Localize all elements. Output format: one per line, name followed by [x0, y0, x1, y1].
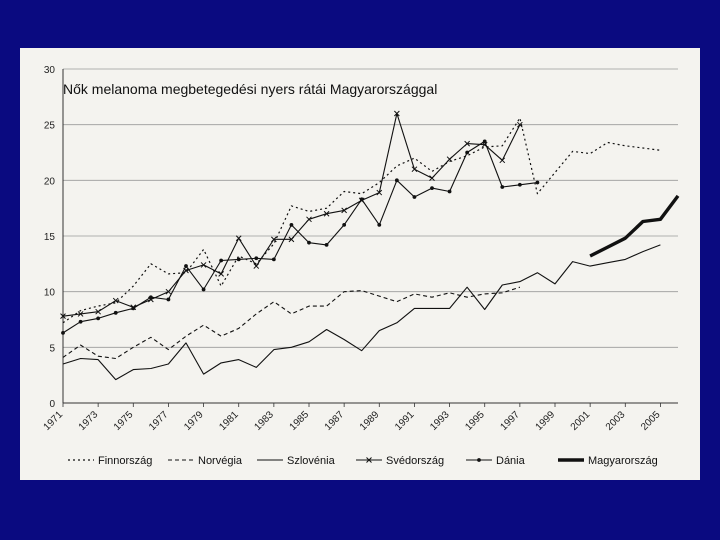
legend-label: Szlovénia — [287, 455, 335, 467]
x-tick-label: 1989 — [357, 409, 382, 433]
x-tick-label: 1971 — [41, 409, 66, 433]
data-point — [395, 178, 399, 182]
x-tick-label: 1983 — [252, 409, 276, 433]
series-line-finnország — [63, 118, 660, 323]
legend — [68, 455, 658, 467]
data-point — [465, 151, 469, 155]
y-tick-label: 30 — [43, 65, 55, 76]
x-tick-label: 2005 — [639, 409, 663, 433]
y-tick-label: 5 — [49, 343, 55, 355]
data-point — [272, 257, 276, 261]
legend-label: Magyarország — [588, 455, 658, 467]
axes — [42, 65, 678, 433]
x-tick-label: 2001 — [568, 409, 593, 433]
data-point — [149, 295, 153, 299]
x-tick-label: 1977 — [147, 409, 171, 433]
data-point — [342, 223, 346, 227]
data-point — [412, 167, 417, 172]
x-tick-label: 1979 — [182, 409, 206, 433]
x-tick-label: 1993 — [428, 409, 452, 433]
data-point — [236, 236, 241, 241]
x-tick-label: 1987 — [322, 409, 347, 433]
data-point — [61, 331, 65, 335]
legend-label: Dánia — [496, 455, 525, 467]
data-point — [307, 241, 311, 245]
data-point — [430, 176, 435, 181]
y-tick-label: 10 — [43, 287, 55, 299]
data-point — [290, 223, 294, 227]
data-point — [114, 311, 118, 315]
data-point — [219, 271, 224, 276]
data-point — [96, 316, 100, 320]
y-tick-label: 20 — [43, 176, 55, 188]
x-tick-label: 1981 — [217, 409, 241, 433]
gridlines — [63, 69, 678, 403]
data-point — [360, 197, 364, 201]
x-tick-label: 1973 — [76, 409, 101, 433]
data-point — [413, 195, 417, 199]
series-lines — [61, 111, 679, 380]
data-point — [448, 190, 452, 194]
data-point — [325, 243, 329, 247]
data-point — [237, 257, 241, 261]
data-point — [254, 256, 258, 260]
x-tick-label: 1999 — [533, 409, 558, 433]
data-point — [167, 298, 171, 302]
data-point — [500, 185, 504, 189]
y-tick-label: 25 — [43, 120, 55, 132]
data-point — [477, 458, 481, 462]
series-line-szlovénia — [63, 245, 660, 380]
chart-title: Nők melanoma megbetegedési nyers rátái Magyarországgal — [63, 81, 438, 97]
slide-panel — [20, 48, 700, 480]
data-point — [430, 186, 434, 190]
data-point — [219, 259, 223, 263]
legend-label: Norvégia — [198, 455, 243, 467]
data-point — [131, 306, 135, 310]
x-tick-label: 1991 — [393, 409, 417, 433]
data-point — [518, 183, 522, 187]
x-tick-label: 1995 — [463, 409, 487, 433]
legend-label: Finnország — [98, 455, 153, 467]
x-tick-label: 1997 — [498, 409, 522, 433]
melanoma-line-chart — [20, 48, 700, 480]
legend-label: Svédország — [386, 455, 445, 467]
x-tick-label: 2003 — [603, 409, 628, 433]
data-point — [377, 223, 381, 227]
data-point — [184, 264, 188, 268]
data-point — [536, 181, 540, 185]
data-point — [483, 139, 487, 143]
y-tick-label: 15 — [43, 232, 55, 243]
data-point — [79, 320, 83, 324]
y-tick-label: 0 — [49, 399, 55, 410]
data-point — [500, 158, 505, 163]
series-line-svédország — [63, 114, 520, 317]
x-tick-label: 1975 — [111, 409, 136, 433]
data-point — [202, 288, 206, 292]
series-line-dánia — [63, 141, 537, 333]
series-line-magyarország — [590, 196, 678, 256]
x-tick-label: 1985 — [287, 409, 312, 433]
